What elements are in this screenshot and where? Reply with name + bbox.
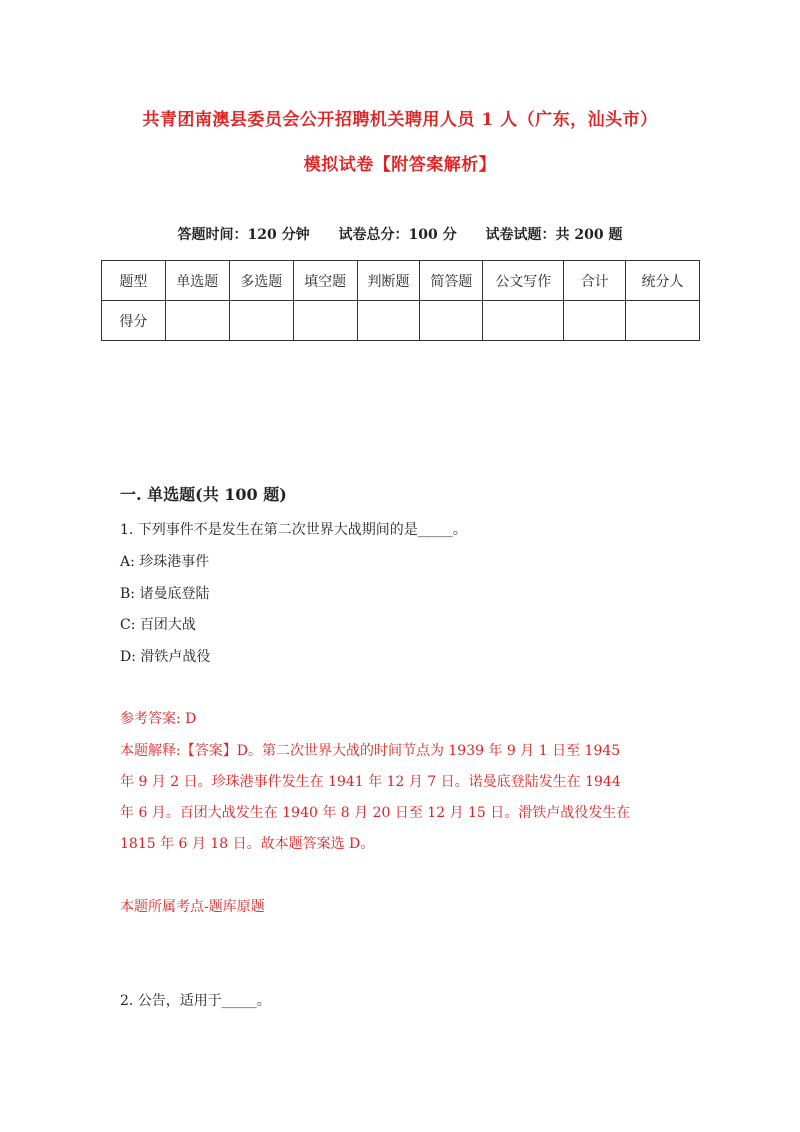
score-cell — [165, 301, 229, 341]
question-1-topic: 本题所属考点-题库原题 — [120, 899, 265, 915]
question-1-option-a: A: 珍珠港事件 — [120, 554, 210, 570]
header-cell: 统分人 — [626, 261, 700, 301]
page-title-line-1: 共青团南澳县委员会公开招聘机关聘用人员 1 人（广东，汕头市） — [142, 110, 658, 130]
header-cell: 多选题 — [229, 261, 293, 301]
score-cell — [483, 301, 564, 341]
question-1-option-c: C: 百团大战 — [120, 617, 196, 633]
score-cell — [229, 301, 293, 341]
header-cell: 题型 — [102, 261, 166, 301]
score-table — [101, 260, 700, 341]
question-1-explanation-line: 年 9 月 2 日。珍珠港事件发生在 1941 年 12 月 7 日。诺曼底登陆发生在 1944 — [120, 774, 621, 790]
header-cell: 公文写作 — [483, 261, 564, 301]
header-cell: 单选题 — [165, 261, 229, 301]
question-1-explanation-line: 年 6 月。百团大战发生在 1940 年 8 月 20 日至 12 月 15 日。滑铁卢战役发生在 — [120, 805, 631, 821]
score-cell — [420, 301, 483, 341]
question-1-explanation-line: 1815 年 6 月 18 日。故本题答案选 D。 — [120, 836, 375, 852]
header-cell: 填空题 — [293, 261, 357, 301]
exam-total-score: 试卷总分：100 分 — [338, 227, 457, 243]
exam-info — [0, 224, 800, 244]
page-title-line-2: 模拟试卷【附答案解析】 — [303, 155, 497, 175]
score-table-score-row — [102, 301, 700, 341]
question-1-stem: 1. 下列事件不是发生在第二次世界大战期间的是_____。 — [120, 522, 467, 538]
question-1-option-b: B: 诸曼底登陆 — [120, 586, 210, 602]
exam-question-count: 试卷试题：共 200 题 — [485, 227, 623, 243]
question-1-explanation-line: 本题解释:【答案】D。第二次世界大战的时间节点为 1939 年 9 月 1 日至 1945 — [120, 743, 621, 759]
section-title: 一. 单选题(共 100 题) — [120, 485, 287, 504]
question-2-stem: 2. 公告，适用于_____。 — [120, 993, 271, 1009]
score-cell — [293, 301, 357, 341]
score-cell — [357, 301, 420, 341]
score-table-header-row — [102, 261, 700, 301]
header-cell: 判断题 — [357, 261, 420, 301]
question-1-answer: 参考答案: D — [120, 711, 197, 727]
score-cell — [564, 301, 626, 341]
score-cell — [626, 301, 700, 341]
header-cell: 简答题 — [420, 261, 483, 301]
row-label-cell: 得分 — [102, 301, 166, 341]
question-1-option-d: D: 滑铁卢战役 — [120, 649, 211, 665]
exam-time: 答题时间：120 分钟 — [177, 227, 310, 243]
header-cell: 合计 — [564, 261, 626, 301]
